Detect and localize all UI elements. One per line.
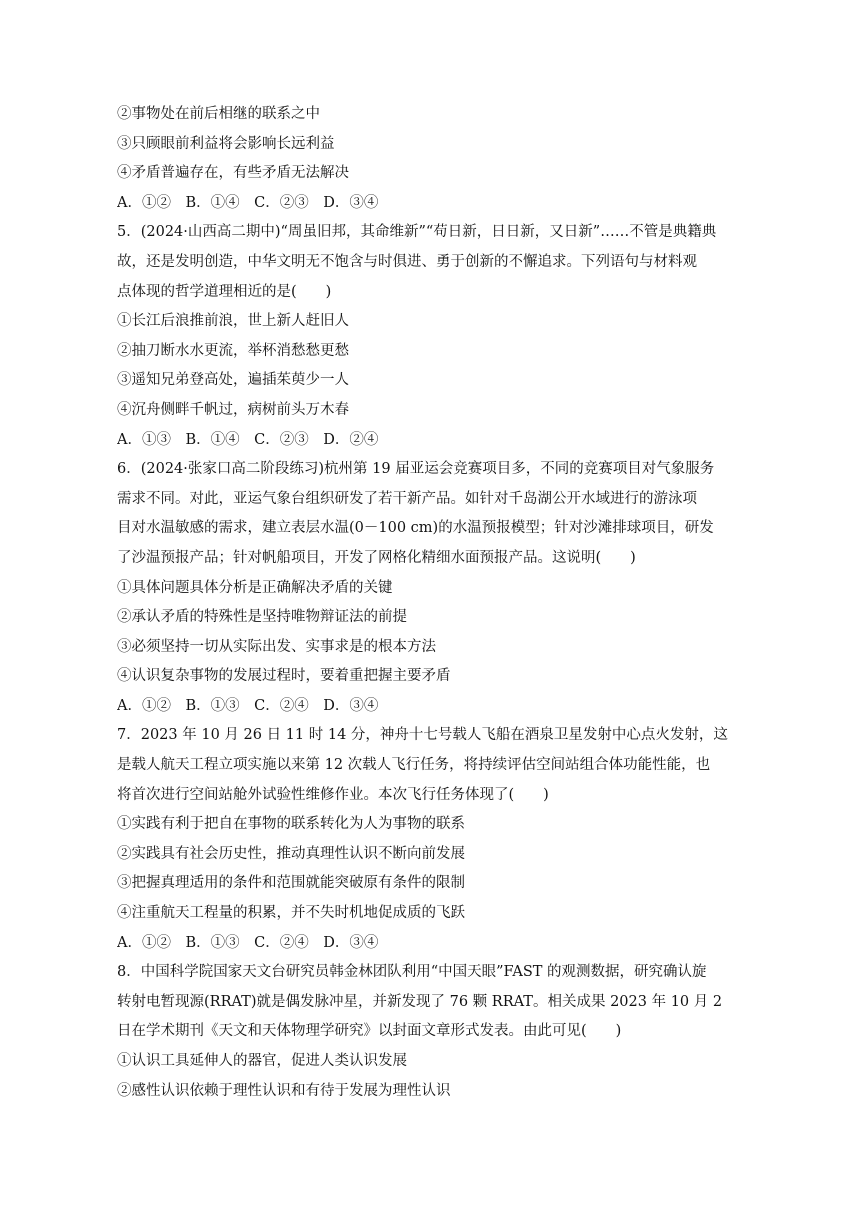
q7-stem-line-2: 是载人航天工程立项实施以来第 12 次载人飞行任务，将持续评估空间站组合体功能性能，也: [117, 757, 711, 774]
question-text-block: [117, 100, 743, 1106]
q5-option-2: ②抽刀断水水更流，举杯消愁愁更愁: [117, 342, 349, 359]
q6-stem-line-1: 6．(2024·张家口高二阶段练习)杭州第 19 届亚运会竞赛项目多，不同的竞赛项目对气象服务: [117, 461, 715, 478]
q8-stem-line-1: 8．中国科学院国家天文台研究员韩金林团队利用“中国天眼”FAST 的观测数据，研究确认旋: [117, 964, 707, 981]
q5-stem-line-3: 点体现的哲学道理相近的是( ): [117, 283, 332, 300]
q7-stem-line-3: 将首次进行空间站舱外试验性维修作业。本次飞行任务体现了( ): [117, 786, 549, 803]
q6-answer-choices: A．①② B．①③ C．②④ D．③④: [117, 697, 379, 714]
q7-option-4: ④注重航天工程量的积累，并不失时机地促成质的飞跃: [117, 905, 465, 922]
q5-answer-choices: A．①③ B．①④ C．②③ D．②④: [117, 431, 379, 448]
q4-answer-choices: A．①② B．①④ C．②③ D．③④: [117, 194, 379, 211]
q4-option-3: ③只顾眼前利益将会影响长远利益: [117, 135, 335, 152]
q8-stem-line-3: 日在学术期刊《天文和天体物理学研究》以封面文章形式发表。由此可见( ): [117, 1023, 622, 1040]
q6-option-3: ③必须坚持一切从实际出发、实事求是的根本方法: [117, 638, 436, 655]
q6-stem-line-2: 需求不同。对此，亚运气象台组织研发了若干新产品。如针对千岛湖公开水域进行的游泳项: [117, 490, 697, 507]
q4-option-4: ④矛盾普遍存在，有些矛盾无法解决: [117, 165, 349, 182]
q5-stem-line-1: 5．(2024·山西高二期中)“周虽旧邦，其命维新”“苟日新，日日新，又日新”……不管是典籍典: [117, 224, 717, 241]
q6-stem-line-4: 了沙温预报产品；针对帆船项目，开发了网格化精细水面预报产品。这说明( ): [117, 549, 636, 566]
q8-option-2: ②感性认识依赖于理性认识和有待于发展为理性认识: [117, 1082, 451, 1099]
q6-option-1: ①具体问题具体分析是正确解决矛盾的关键: [117, 579, 393, 596]
q4-option-2: ②事物处在前后相继的联系之中: [117, 106, 320, 122]
q7-option-2: ②实践具有社会历史性，推动真理性认识不断向前发展: [117, 845, 465, 862]
q8-stem-line-2: 转射电暂现源(RRAT)就是偶发脉冲星，并新发现了 76 颗 RRAT。相关成果 2023 年 10 月 2: [117, 993, 723, 1010]
q7-answer-choices: A．①② B．①③ C．②④ D．③④: [117, 934, 379, 951]
q7-option-3: ③把握真理适用的条件和范围就能突破原有条件的限制: [117, 875, 465, 892]
q6-option-2: ②承认矛盾的特殊性是坚持唯物辩证法的前提: [117, 609, 407, 626]
q8-option-1: ①认识工具延伸人的器官，促进人类认识发展: [117, 1053, 407, 1069]
q7-stem-line-1: 7．2023 年 10 月 26 日 11 时 14 分，神舟十七号载人飞船在酒泉卫星发射中心点火发射，这: [117, 727, 728, 744]
q6-option-4: ④认识复杂事物的发展过程时，要着重把握主要矛盾: [117, 668, 451, 685]
q5-option-4: ④沉舟侧畔千帆过，病树前头万木春: [117, 401, 349, 418]
q5-option-3: ③遥知兄弟登高处，遍插茱萸少一人: [117, 372, 349, 389]
q6-stem-line-3: 目对水温敏感的需求，建立表层水温(0－100 cm)的水温预报模型；针对沙滩排球项目，研发: [117, 520, 714, 537]
q7-option-1: ①实践有利于把自在事物的联系转化为人为事物的联系: [117, 816, 465, 833]
q5-option-1: ①长江后浪推前浪，世上新人赶旧人: [117, 313, 349, 330]
q5-stem-line-2: 故，还是发明创造，中华文明无不饱含与时俱进、勇于创新的不懈追求。下列语句与材料观: [117, 253, 697, 270]
